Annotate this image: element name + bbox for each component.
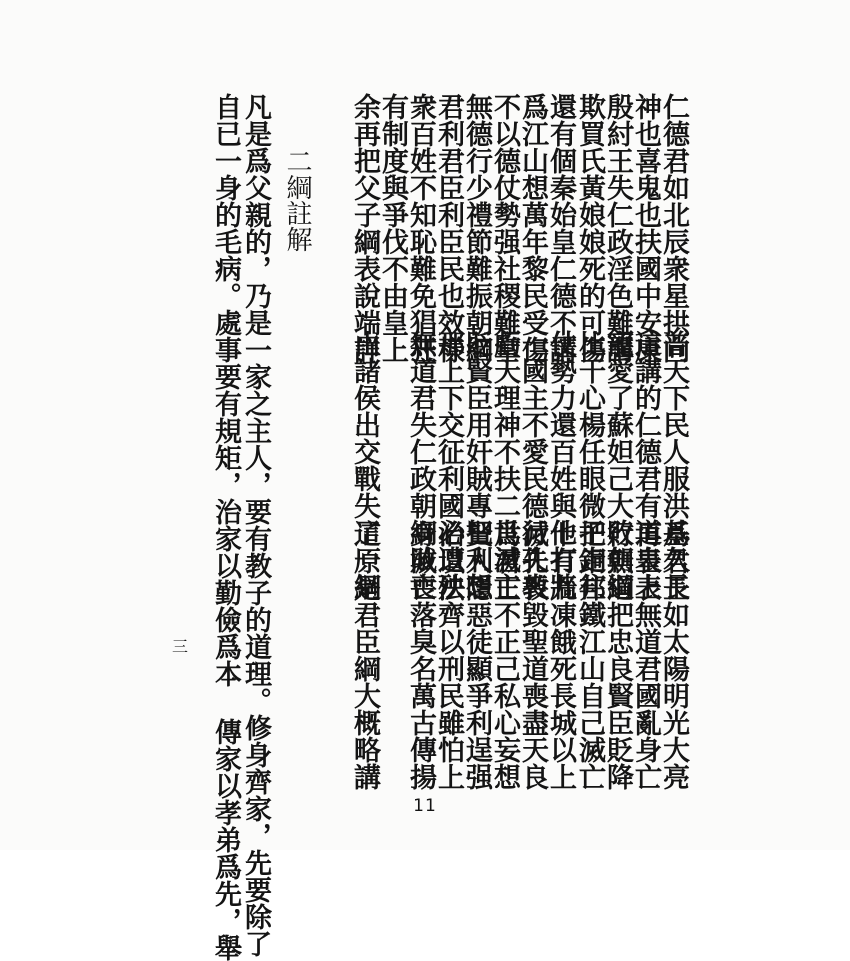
verse-lower-column: 爲君王不正己私心妄想 xyxy=(489,520,520,790)
verse-upper-column: 君利君臣利臣民也效樣 xyxy=(433,93,464,363)
verse-upper-column: 欺買氏黃娘娘死的可傷 xyxy=(574,93,605,363)
verse-middle-column: 一國主不愛民德行失喪 xyxy=(517,330,548,600)
verse-lower-column: 身滅亡落臭名萬古傳揚 xyxy=(405,520,436,790)
verse-upper-column: 殷紂王失仁政淫色難講 xyxy=(602,93,633,363)
verse-upper-column: 有制度與爭伐不由皇上 xyxy=(377,93,408,363)
verse-middle-column: 虧天理神不扶二世滅亡 xyxy=(489,330,520,600)
verse-middle-column: 寵愛了蘇妲己大敗朝綱 xyxy=(602,330,633,600)
verse-middle-column: 貶賢臣用奸賊專把利想 xyxy=(461,330,492,600)
verse-upper-column: 余再把父子綱表說端詳 xyxy=(349,93,380,363)
page-number: 11 xyxy=(413,796,437,816)
verse-lower-column: 這原是君臣綱大概略講 xyxy=(349,520,380,790)
verse-lower-column: 賢人隱惡徒顯爭利逞强 xyxy=(461,520,492,790)
verse-lower-column: 滅孔教毀聖道喪盡天良 xyxy=(517,520,548,790)
prose-line: 自已一身的毛病。處事要有規矩，治家以勤儉爲本 傳家以孝弟爲先，舉 xyxy=(210,93,241,961)
section-heading: 二綱註解 xyxy=(282,148,312,252)
verse-upper-column: 還有個秦始皇仁德不講 xyxy=(545,93,576,363)
verse-middle-column: 這講的仁德君有道皇上 xyxy=(630,330,661,600)
verse-middle-column: 由諸侯出交戰失了一綱 xyxy=(349,330,380,600)
verse-upper-column: 爲江山想萬年黎民受傷 xyxy=(517,93,548,363)
verse-middle-column: 那上下交征利國必遭殃 xyxy=(433,330,464,600)
margin-marker: 三 xyxy=(172,637,189,656)
verse-middle-column: 普天下民人服洪基久長 xyxy=(658,330,689,600)
verse-middle-column: 比干心楊任眼微子走往 xyxy=(574,330,605,600)
verse-middle-column: 無道君失仁政朝綱敗喪 xyxy=(405,330,436,600)
verse-lower-column: 爲君王如太陽明光大亮 xyxy=(658,520,689,790)
verse-lower-column: 再表表無道君國亂身亡 xyxy=(630,520,661,790)
prose-line: 凡是爲父親的，乃是一家之主人，要有教子的道理。修身齊家，先要除了 xyxy=(240,93,271,957)
verse-upper-column: 衆百姓不知恥難免猖狂 xyxy=(405,93,436,363)
verse-upper-column: 仁德君如北辰衆星拱向 xyxy=(658,93,689,363)
verse-middle-column: 仗勢力還百姓與他打牆 xyxy=(545,330,576,600)
verse-upper-column: 不以德仗勢强社稷難掌 xyxy=(489,93,520,363)
verse-lower-column: 十有九凍餓死長城以上 xyxy=(545,520,576,790)
verse-lower-column: 治以法齊以刑民雖怕上 xyxy=(433,520,464,790)
verse-lower-column: 把銅邦鐵江山自己滅亡 xyxy=(574,520,605,790)
verse-lower-column: 行無道把忠良賢臣貶降 xyxy=(602,520,633,790)
verse-upper-column: 無德行少禮節難振朝綱 xyxy=(461,93,492,363)
verse-upper-column: 神也喜鬼也扶國中安康 xyxy=(630,93,661,363)
